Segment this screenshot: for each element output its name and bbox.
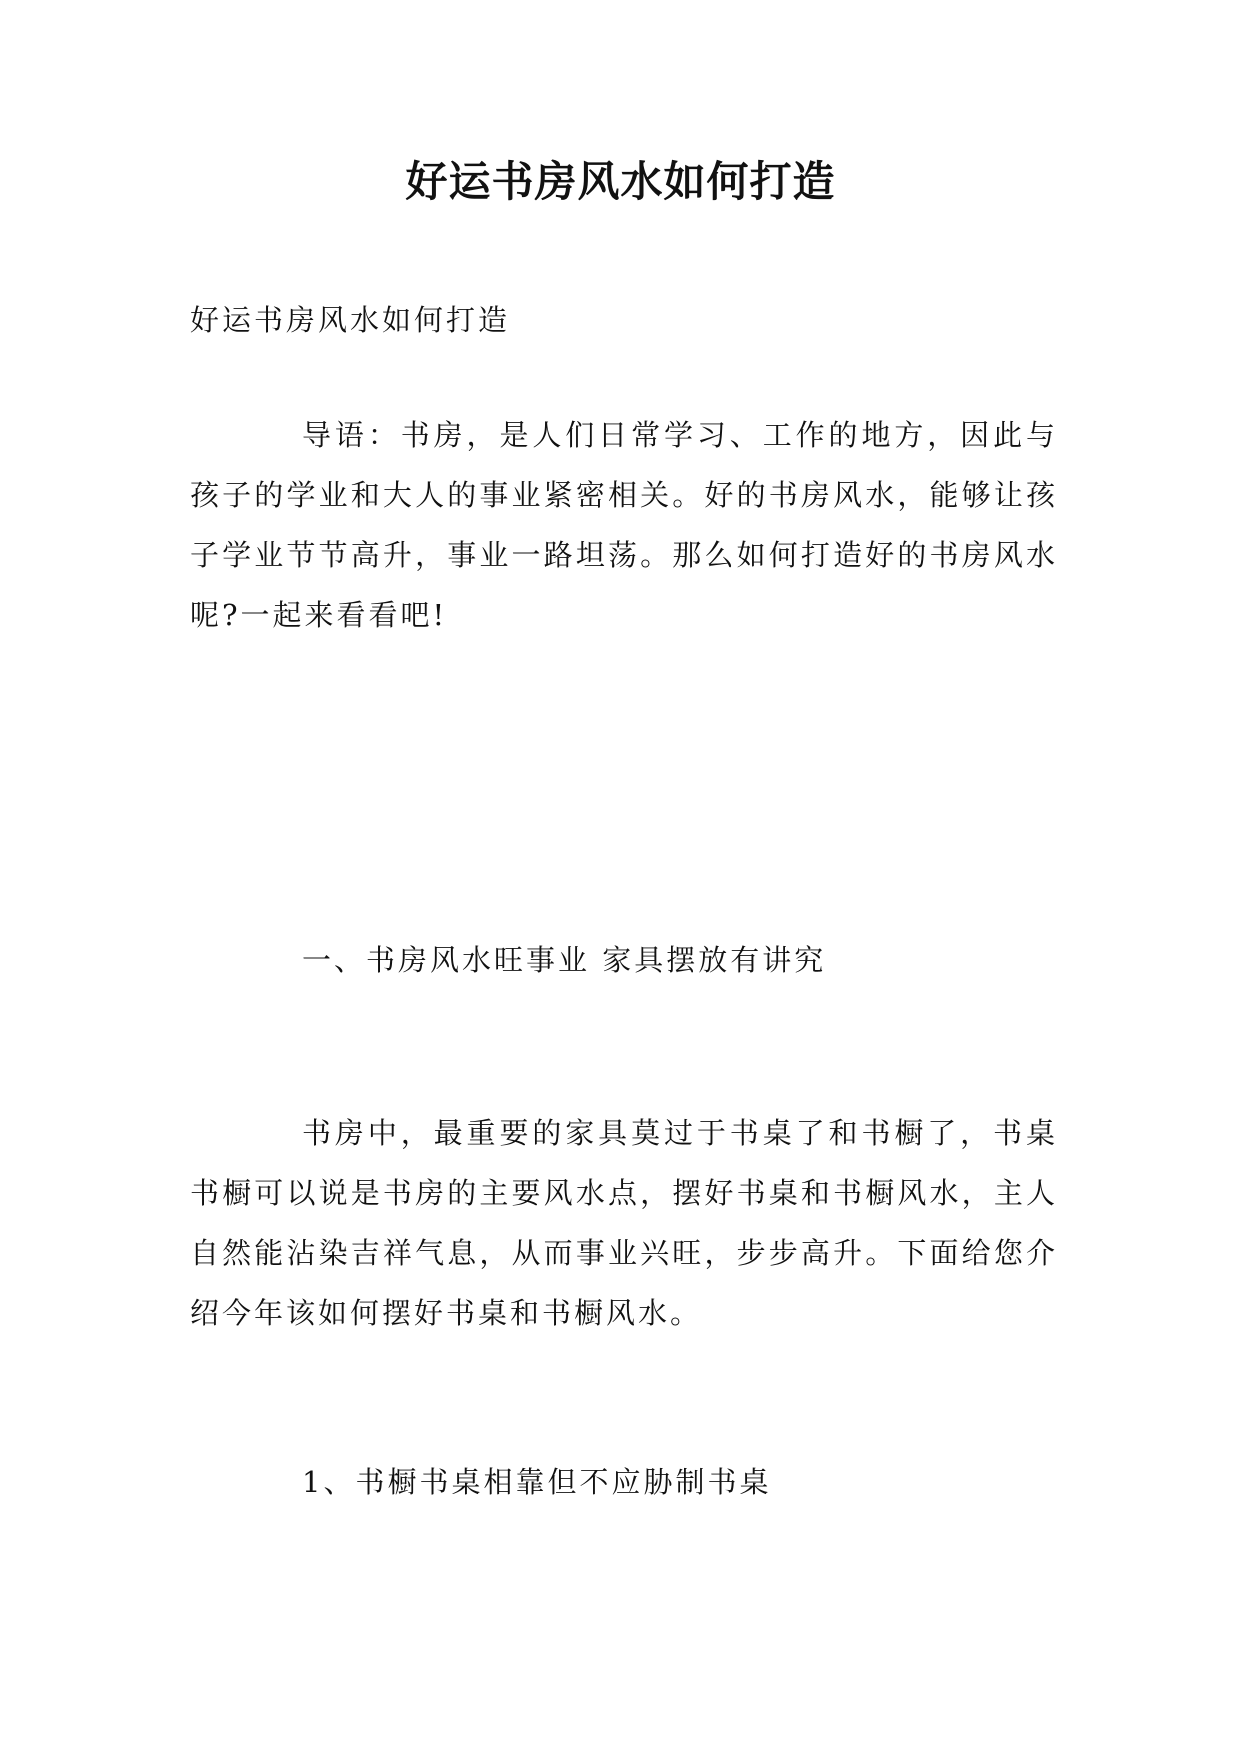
intro-paragraph: 导语：书房，是人们日常学习、工作的地方，因此与孩子的学业和大人的事业紧密相关。好的书房风水，能够让孩子学业节节高升，事业一路坦荡。那么如何打造好的书房风水呢?一起来看看吧! xyxy=(190,418,1058,632)
section-paragraph-1: 书房中，最重要的家具莫过于书桌了和书橱了，书桌书橱可以说是书房的主要风水点，摆好书桌和书橱风水，主人自然能沾染吉祥气息，从而事业兴旺，步步高升。下面给您介绍今年该如何摆好书桌和书橱风水。 xyxy=(190,1116,1058,1330)
document-title: 好运书房风水如何打造 xyxy=(405,157,836,206)
item-heading-1: 1、书橱书桌相靠但不应胁制书桌 xyxy=(302,1465,772,1499)
section-heading-1: 一、书房风水旺事业 家具摆放有讲究 xyxy=(302,943,827,977)
document-subtitle: 好运书房风水如何打造 xyxy=(190,303,511,337)
